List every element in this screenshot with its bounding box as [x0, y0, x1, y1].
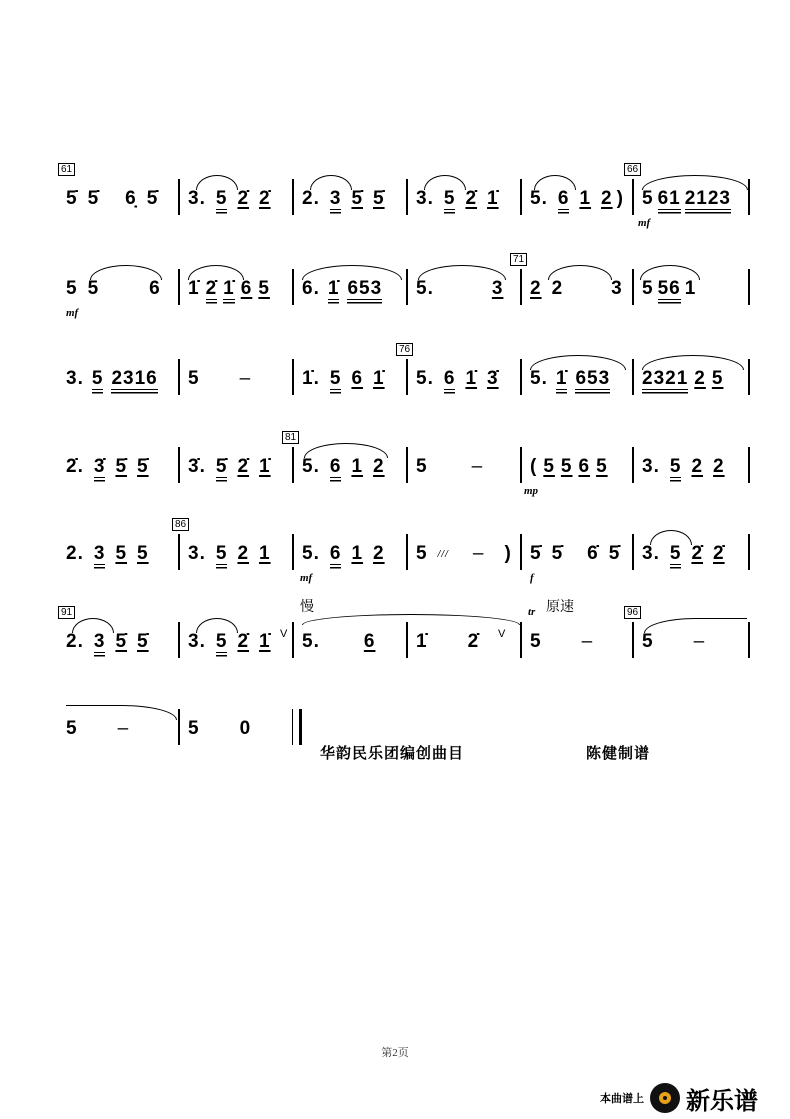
note: 1̇: [223, 277, 235, 299]
rehearsal-mark: 66: [624, 163, 641, 176]
measure: [60, 255, 178, 325]
note: 5: [543, 456, 555, 477]
note: 2: [373, 543, 385, 564]
measure-notes: [188, 715, 288, 743]
measure-notes: [66, 275, 174, 303]
measure-notes: [302, 275, 402, 303]
note: 5: [188, 368, 200, 389]
sustain-dash: –: [472, 543, 485, 564]
measure-notes: [642, 275, 742, 303]
barline: [406, 622, 408, 658]
note: 2.: [302, 188, 320, 209]
note: 5: [329, 367, 342, 389]
barline: [292, 269, 294, 305]
measure: [60, 520, 178, 590]
parenthesis: ): [504, 543, 512, 564]
system-3: [60, 345, 760, 415]
barline: [520, 447, 522, 483]
note: 5: [669, 455, 682, 477]
measure: [296, 520, 406, 590]
sustain-dash: –: [471, 456, 484, 477]
measure: [60, 345, 178, 415]
note: 5: [91, 367, 104, 389]
note: 5: [215, 187, 228, 209]
barline: [406, 269, 408, 305]
brand-name: 新乐谱: [686, 1086, 758, 1115]
note: 2: [530, 278, 542, 299]
barline: [632, 179, 634, 215]
measure-notes: [416, 540, 516, 568]
credit-transcriber: 陈健制谱: [586, 744, 651, 762]
barline: [292, 179, 294, 215]
note: 1̇: [373, 368, 385, 389]
measure: [636, 345, 746, 415]
barline: [632, 447, 634, 483]
note: 2̇: [205, 277, 218, 299]
measure: [182, 608, 292, 678]
note: 5.: [416, 368, 434, 389]
note: 2̇: [237, 631, 250, 652]
measure: [627, 607, 746, 678]
note: 61: [657, 187, 681, 209]
note: 1̇: [188, 278, 200, 299]
parenthesis: ): [616, 188, 624, 209]
rehearsal-mark: 71: [510, 253, 527, 266]
measure-notes: [302, 628, 402, 656]
note: 2: [551, 278, 564, 299]
note: 5: [711, 368, 724, 389]
sustain-dash: –: [693, 631, 706, 652]
note: 3: [611, 278, 623, 299]
note: 2̇: [237, 456, 250, 477]
note: 1: [259, 543, 271, 564]
rehearsal-mark: 86: [172, 518, 189, 531]
tremolo-mark: ///: [437, 548, 449, 560]
measure-notes: [66, 540, 174, 568]
note: 2̇.: [66, 456, 84, 477]
system-5: [60, 520, 760, 590]
measure-notes: [66, 185, 174, 213]
note: 653: [575, 367, 611, 389]
note: 2: [373, 456, 385, 477]
note: 6: [443, 367, 456, 389]
measure-notes: [302, 453, 402, 481]
measure: [182, 345, 292, 415]
barline: [632, 622, 634, 658]
note: 5: [137, 543, 149, 564]
note: 3.: [416, 188, 434, 209]
note: 2: [237, 543, 250, 564]
note: 5.: [302, 543, 320, 564]
note: 6.: [302, 278, 320, 299]
barline: [292, 447, 294, 483]
note: 2321: [642, 367, 689, 389]
note: 6: [578, 456, 591, 477]
note: 2: [713, 456, 725, 477]
measure: [296, 165, 406, 235]
barline: [406, 179, 408, 215]
measure: [636, 433, 746, 503]
page-number: 第2页: [381, 1047, 409, 1059]
note: 5̇: [351, 188, 364, 209]
note: 5̇: [137, 631, 149, 652]
note: 1̇.: [302, 368, 320, 389]
measure-notes: [530, 365, 624, 393]
measure-notes: [302, 365, 402, 393]
note: 6: [329, 455, 342, 477]
note: 3: [329, 187, 342, 209]
note: 5: [669, 542, 682, 564]
note: 1: [684, 278, 697, 299]
note: 5: [530, 631, 542, 652]
note: 6̣: [125, 188, 137, 209]
measure: [296, 599, 406, 678]
measure-notes: [66, 715, 174, 743]
note: 2.: [66, 631, 84, 652]
rehearsal-mark: 76: [396, 343, 413, 356]
measure-notes: [188, 365, 288, 393]
measure: [182, 695, 292, 765]
measure-notes: [642, 365, 742, 393]
note: 5̇: [608, 543, 621, 564]
measure-notes: [188, 628, 288, 656]
dynamic-mark: mf: [300, 572, 313, 584]
note: 5: [642, 631, 654, 652]
note: 5: [66, 718, 78, 739]
measure-notes: [642, 540, 742, 568]
note: 5: [188, 718, 200, 739]
credit-source: 华韵民乐团编创曲目: [320, 744, 465, 762]
measure: [636, 520, 746, 590]
note: 5: [416, 543, 428, 564]
measure-notes: [530, 453, 624, 481]
parenthesis: (: [530, 456, 538, 477]
barline: [632, 269, 634, 305]
note: 1: [351, 456, 364, 477]
measure: [296, 255, 406, 325]
note: 3: [93, 542, 106, 564]
measure: [627, 164, 746, 235]
note: 5̇: [215, 455, 228, 477]
note: 3: [491, 278, 504, 299]
measure: [410, 608, 520, 678]
note: 1̇: [487, 188, 499, 209]
barline: [178, 709, 180, 745]
note: 5̇: [551, 543, 564, 564]
rehearsal-mark: 81: [282, 431, 299, 444]
note: 1̇: [555, 367, 568, 389]
note: 2̇: [691, 543, 704, 564]
note: 3.: [642, 543, 660, 564]
measure-notes: [416, 275, 516, 303]
system-2: [60, 255, 760, 325]
measure-notes: [66, 628, 174, 656]
measure: [524, 433, 628, 503]
sustain-dash: –: [581, 631, 594, 652]
note: 5: [215, 630, 228, 652]
note: 5: [642, 188, 654, 209]
note: 5̇: [137, 456, 149, 477]
measure: [410, 255, 520, 325]
final-barline: [292, 709, 302, 745]
measure-notes: [416, 453, 516, 481]
measure-notes: [530, 628, 624, 656]
note: 2̇: [465, 188, 478, 209]
measure-notes: [642, 628, 742, 656]
note: 3: [93, 630, 106, 652]
note: 5: [596, 456, 608, 477]
measure: [296, 345, 406, 415]
measure: [182, 165, 292, 235]
brand-watermark: [600, 1082, 758, 1114]
note: 5: [87, 278, 100, 299]
note: 3̇: [93, 455, 106, 477]
breath-mark: V: [498, 628, 506, 640]
note: 5: [443, 187, 456, 209]
measure-notes: [530, 185, 624, 213]
barline: [178, 269, 180, 305]
note: 6: [329, 542, 342, 564]
note: 6: [351, 368, 364, 389]
measure-notes: [188, 453, 288, 481]
rehearsal-mark: 61: [58, 163, 75, 176]
measure: [60, 165, 178, 235]
dynamic-mark: f: [530, 572, 534, 584]
barline: [292, 622, 294, 658]
note: 5: [258, 278, 270, 299]
barline: [520, 269, 522, 305]
note: 5: [416, 456, 428, 477]
measure: [524, 520, 628, 590]
measure-notes: [66, 365, 174, 393]
barline: [178, 359, 180, 395]
note: 2316: [111, 367, 158, 389]
note: 5̇: [115, 631, 128, 652]
note: 1̇: [416, 631, 428, 652]
note: 1̇: [327, 277, 340, 299]
note: 6̇: [587, 543, 599, 564]
tempo-slow-label: 慢: [300, 599, 314, 615]
note: 2.: [66, 543, 84, 564]
measure-notes: [530, 540, 624, 568]
rest: 0: [239, 718, 252, 739]
note: 5.: [530, 368, 548, 389]
tempo-original-label: 原速: [546, 599, 574, 615]
measure-notes: [530, 275, 624, 303]
barline: [748, 447, 750, 483]
measure: [524, 345, 628, 415]
measure-notes: [302, 185, 402, 213]
barline: [632, 359, 634, 395]
note: 56: [657, 277, 681, 299]
rehearsal-mark: 96: [624, 606, 641, 619]
measure-notes: [188, 275, 288, 303]
note: 5̇: [87, 188, 100, 209]
note: 3.: [188, 188, 206, 209]
measure: [285, 432, 406, 503]
barline: [520, 622, 522, 658]
note: 5: [66, 278, 78, 299]
measure: [182, 255, 292, 325]
measure: [175, 519, 292, 590]
dynamic-mark: mf: [66, 307, 79, 319]
note: 3.: [188, 631, 206, 652]
rehearsal-mark: 91: [58, 606, 75, 619]
measure: [513, 254, 628, 325]
note: 5.: [530, 188, 548, 209]
note: 3.: [188, 543, 206, 564]
measure-notes: [188, 540, 288, 568]
note: 6: [557, 187, 570, 209]
note: 2: [601, 188, 613, 209]
barline: [632, 534, 634, 570]
note: 6: [240, 278, 253, 299]
measure-notes: [302, 540, 402, 568]
note: 653: [347, 277, 383, 299]
breath-mark: V: [280, 628, 288, 640]
measure: [410, 165, 520, 235]
note: 5̇: [146, 188, 159, 209]
measure-notes: [642, 185, 742, 213]
note: 2̇: [713, 543, 725, 564]
barline: [520, 534, 522, 570]
note: 2: [691, 456, 704, 477]
measure: [410, 433, 520, 503]
sustain-dash: –: [117, 718, 130, 739]
note: 6: [149, 278, 161, 299]
barline: [520, 179, 522, 215]
trill-mark: tr: [528, 606, 536, 618]
barline: [406, 359, 408, 395]
note: 6: [363, 631, 376, 652]
barline: [406, 447, 408, 483]
measure: [60, 695, 178, 765]
measure-notes: [188, 185, 288, 213]
note: 1̇: [259, 631, 271, 652]
dynamic-mark: mf: [638, 217, 651, 229]
measure-notes: [416, 365, 516, 393]
measure-notes: [416, 185, 516, 213]
note: 2: [694, 368, 706, 389]
note: 1: [351, 543, 364, 564]
barline: [292, 534, 294, 570]
note: 5: [215, 542, 228, 564]
note: 2̇: [259, 188, 271, 209]
barline: [748, 359, 750, 395]
measure-notes: [642, 453, 742, 481]
note: 5̇: [115, 456, 128, 477]
sustain-dash: –: [239, 368, 252, 389]
measure: [60, 608, 178, 678]
note: 5.: [302, 631, 320, 652]
note: 5̇: [373, 188, 385, 209]
barline: [178, 534, 180, 570]
measure: [410, 520, 520, 590]
dynamic-mark: mp: [524, 485, 539, 497]
measure: [636, 255, 746, 325]
note: 2123: [684, 187, 731, 209]
barline: [292, 359, 294, 395]
barline: [406, 534, 408, 570]
measure: [524, 599, 628, 678]
system-1: [60, 165, 760, 235]
barline: [178, 622, 180, 658]
note: 3̇.: [188, 456, 206, 477]
note: 5: [115, 543, 128, 564]
measure: [60, 433, 178, 503]
note: 3̇: [487, 368, 499, 389]
brand-prefix: 本曲谱上: [600, 1092, 644, 1105]
note: 3.: [66, 368, 84, 389]
note: 1̇: [259, 456, 271, 477]
measure: [524, 165, 628, 235]
barline: [748, 179, 750, 215]
system-4: [60, 433, 760, 503]
barline: [748, 534, 750, 570]
note: 1̇: [465, 368, 478, 389]
note: 3.: [642, 456, 660, 477]
barline: [178, 447, 180, 483]
note: 5̇: [530, 543, 542, 564]
note: 1: [579, 188, 592, 209]
note: 5.: [416, 278, 434, 299]
note: 5: [642, 278, 654, 299]
note: 5̇: [66, 188, 78, 209]
barline: [748, 622, 750, 658]
barline: [520, 359, 522, 395]
note: 5.: [302, 456, 320, 477]
vinyl-record-icon: [650, 1083, 680, 1113]
barline: [178, 179, 180, 215]
system-6: [60, 599, 760, 678]
barline: [748, 269, 750, 305]
measure: [182, 433, 292, 503]
note: 5: [560, 456, 573, 477]
note: 2̇: [237, 188, 250, 209]
note: 2̇: [467, 631, 480, 652]
measure-notes: [66, 453, 174, 481]
measure: [399, 344, 520, 415]
